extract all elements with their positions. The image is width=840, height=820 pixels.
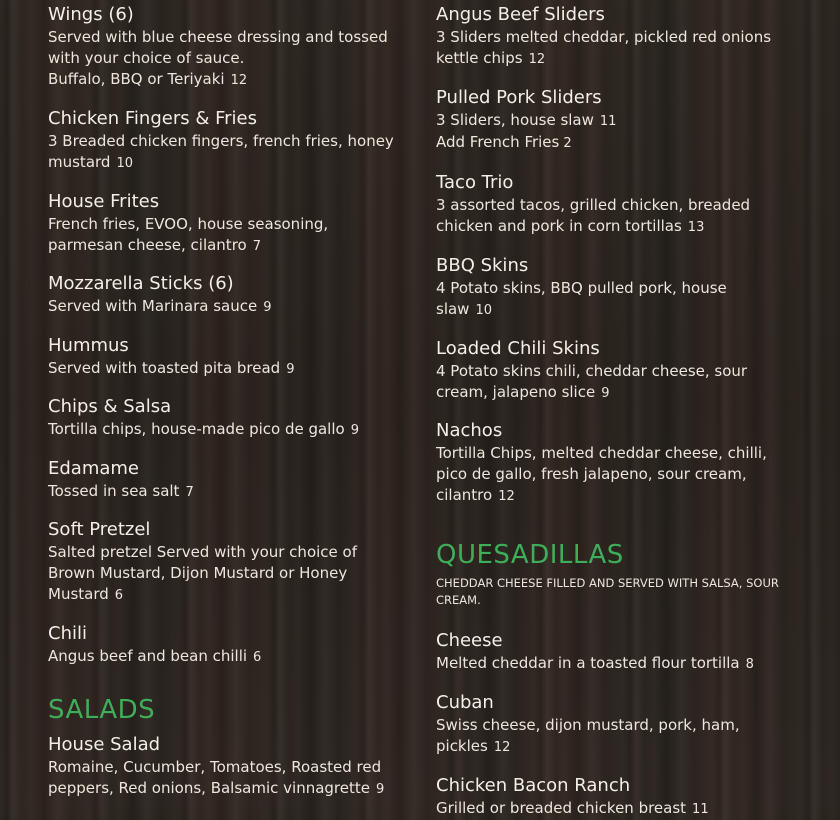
item-name: Cuban <box>436 692 494 713</box>
item-name: Soft Pretzel <box>48 519 151 540</box>
menu-item-cuban-quesadilla <box>436 692 816 758</box>
item-price-2: 2 <box>563 136 572 151</box>
item-price: 6 <box>114 588 124 603</box>
item-description <box>436 27 781 70</box>
item-description <box>436 278 781 321</box>
item-price: 9 <box>263 300 272 315</box>
item-description <box>48 358 418 380</box>
menu-item-edamame <box>48 458 418 503</box>
item-desc-text: Salted pretzel Served with your choice of Brown Mustard, Dijon Mustard or Honey Mustard <box>48 543 357 603</box>
menu-item-house-salad <box>48 734 418 800</box>
item-description <box>436 653 816 675</box>
item-description <box>48 542 378 606</box>
item-description <box>436 110 816 154</box>
item-price: 12 <box>498 489 515 504</box>
item-desc-text: Angus beef and bean chilli <box>48 647 248 665</box>
item-name: Chili <box>48 623 87 644</box>
item-description <box>436 715 796 758</box>
item-desc-text: Served with toasted pita bread <box>48 359 281 377</box>
menu-item-chili <box>48 623 418 668</box>
item-desc-text: Tortilla Chips, melted cheddar cheese, chilli, pico de gallo, fresh jalapeno, sour cream, cilantro <box>436 444 767 504</box>
item-name: Mozzarella Sticks (6) <box>48 273 234 294</box>
item-desc-text: Served with blue cheese dressing and tossed with your choice of sauce. <box>48 28 388 67</box>
item-description <box>48 214 348 257</box>
item-price: 8 <box>745 657 754 672</box>
item-desc-text: 3 assorted tacos, grilled chicken, breaded chicken and pork in corn tortillas <box>436 196 751 235</box>
item-price: 10 <box>116 156 133 171</box>
item-desc-text-2: Buffalo, BBQ or Teriyaki <box>48 70 225 88</box>
item-desc-text: 4 Potato skins chili, cheddar cheese, sour cream, jalapeno slice <box>436 362 748 401</box>
menu-item-bbq-skins <box>436 255 816 321</box>
item-desc-text: Served with Marinara sauce <box>48 297 258 315</box>
item-name: Chicken Fingers & Fries <box>48 108 257 129</box>
section-note-quesadillas: CHEDDAR CHEESE FILLED AND SERVED WITH SALSA, SOUR CREAM. <box>436 576 779 607</box>
menu-item-soft-pretzel <box>48 519 418 606</box>
item-description <box>48 481 418 503</box>
item-price: 7 <box>185 485 194 500</box>
item-description <box>436 361 756 404</box>
item-desc-text: Swiss cheese, dijon mustard, pork, ham, pickles <box>436 716 740 755</box>
item-name: House Salad <box>48 734 161 755</box>
menu-item-mozzarella-sticks <box>48 273 418 318</box>
item-price: 9 <box>601 386 610 401</box>
item-name: Chicken Bacon Ranch <box>436 775 631 796</box>
item-price: 7 <box>252 239 261 254</box>
item-name: Hummus <box>48 335 129 356</box>
item-name: Wings (6) <box>48 4 134 25</box>
item-desc-text: Romaine, Cucumber, Tomatoes, Roasted red peppers, Red onions, Balsamic vinnagrette <box>48 758 382 797</box>
menu-item-house-frites <box>48 191 418 257</box>
item-desc-text: French fries, EVOO, house seasoning, parmesan cheese, cilantro <box>48 215 329 254</box>
item-desc-text: 3 Sliders, house slaw <box>436 111 594 129</box>
item-desc-text: 3 Breaded chicken fingers, french fries, honey mustard <box>48 132 394 171</box>
menu-item-cheese-quesadilla <box>436 630 816 675</box>
item-desc-text: Grilled or breaded chicken breast <box>436 799 687 817</box>
item-description <box>48 419 418 441</box>
item-description <box>436 798 816 820</box>
item-description <box>436 195 766 238</box>
item-name: Loaded Chili Skins <box>436 338 600 359</box>
item-name: House Frites <box>48 191 160 212</box>
menu-item-wings <box>48 4 418 91</box>
item-desc-text: Melted cheddar in a toasted flour tortilla <box>436 654 740 672</box>
item-price: 11 <box>599 114 617 129</box>
item-desc-text: 4 Potato skins, BBQ pulled pork, house slaw <box>436 279 727 318</box>
item-price: 12 <box>528 52 546 67</box>
item-name: Edamame <box>48 458 140 479</box>
item-description <box>48 646 418 668</box>
item-name: Pulled Pork Sliders <box>436 87 602 108</box>
item-price: 11 <box>692 802 709 817</box>
menu-item-chicken-bacon-ranch <box>436 775 816 820</box>
item-price: 12 <box>493 740 511 755</box>
item-price: 6 <box>253 650 262 665</box>
menu-item-nachos <box>436 420 816 507</box>
menu-item-angus-beef-sliders <box>436 4 816 70</box>
item-desc-text: 3 Sliders melted cheddar, pickled red onions kettle chips <box>436 28 772 67</box>
item-description <box>48 757 393 800</box>
item-description <box>48 27 418 91</box>
menu-item-chips-salsa <box>48 396 418 441</box>
item-name: Angus Beef Sliders <box>436 4 605 25</box>
item-description <box>48 296 418 318</box>
item-price: 12 <box>230 73 248 88</box>
menu-item-pulled-pork-sliders <box>436 87 816 154</box>
item-description <box>48 131 418 174</box>
item-price: 9 <box>286 362 295 377</box>
menu-item-loaded-chili-skins <box>436 338 816 404</box>
item-desc-text: Tossed in sea salt <box>48 482 180 500</box>
item-price: 9 <box>375 782 385 797</box>
section-title-quesadillas: QUESADILLAS <box>436 540 624 570</box>
menu-item-chicken-fingers <box>48 108 418 174</box>
item-price: 10 <box>475 303 492 318</box>
menu-item-hummus <box>48 335 418 380</box>
item-price: 13 <box>687 220 705 235</box>
item-name: Cheese <box>436 630 503 651</box>
menu-item-taco-trio <box>436 172 816 238</box>
item-desc-text-2: Add French Fries <box>436 133 560 151</box>
section-title-salads: SALADS <box>48 695 156 725</box>
item-name: Chips & Salsa <box>48 396 172 417</box>
item-description <box>436 443 776 507</box>
item-name: Taco Trio <box>436 172 514 193</box>
item-name: Nachos <box>436 420 503 441</box>
item-price: 9 <box>350 423 359 438</box>
item-desc-text: Tortilla chips, house-made pico de gallo <box>48 420 345 438</box>
item-name: BBQ Skins <box>436 255 529 276</box>
